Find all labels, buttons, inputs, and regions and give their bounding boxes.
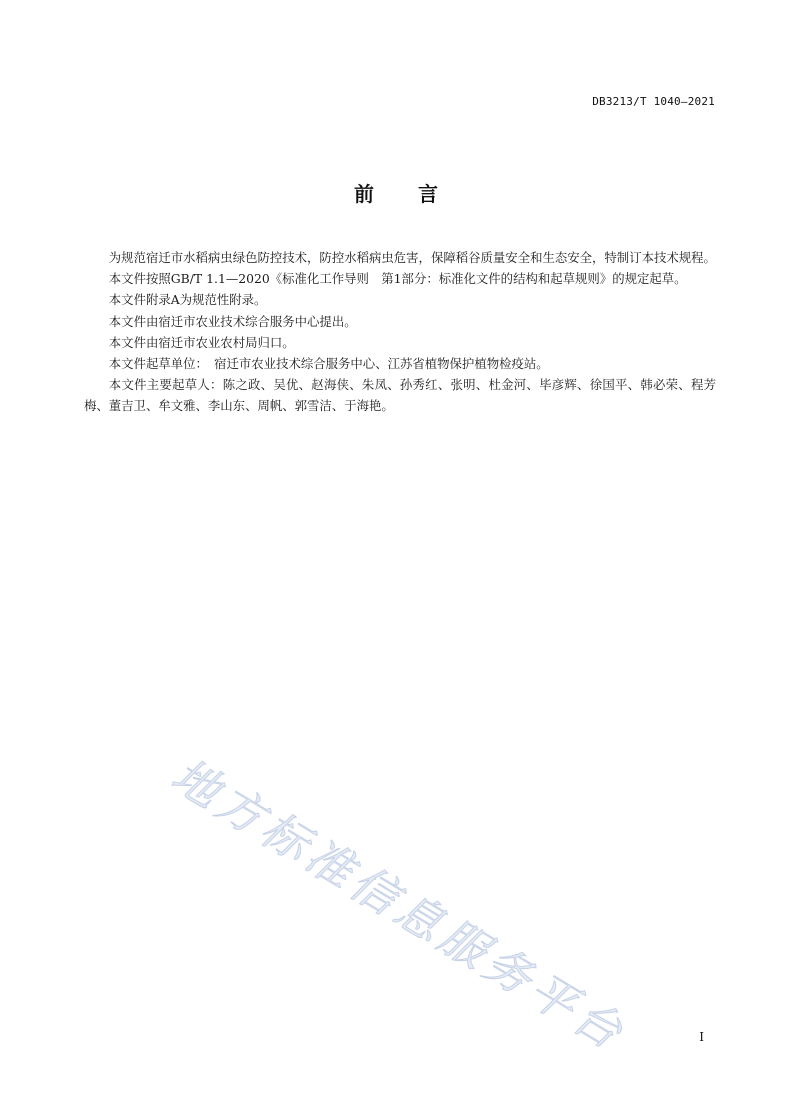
page-number: I — [699, 1030, 704, 1044]
document-code: DB3213/T 1040—2021 — [592, 95, 715, 108]
paragraph-administrator: 本文件由宿迁市农业农村局归口。 — [108, 334, 295, 350]
watermark: 地方标准信息服务平台 — [162, 747, 637, 1062]
paragraph-purpose: 为规范宿迁市水稻病虫绿色防控技术，防控水稻病虫危害，保障稻谷质量安全和生态安全，特制订本技术规程。 — [108, 250, 716, 265]
foreword-body — [84, 247, 716, 417]
page-title — [0, 178, 792, 207]
paragraph-drafters: 本文件主要起草人：陈之政、吴优、赵海侠、朱凤、孙秀红、张明、杜金河、毕彦辉、徐国平、韩必荣、程芳梅、董吉卫、牟文雅、李山东、周帆、郭雪洁、于海艳。 — [84, 377, 716, 414]
paragraph-drafting-units: 本文件起草单位： 宿迁市农业技术综合服务中心、江苏省植物保护植物检疫站。 — [108, 356, 549, 372]
paragraph-appendix: 本文件附录A为规范性附录。 — [108, 292, 267, 308]
paragraph-proposer: 本文件由宿迁市农业技术综合服务中心提出。 — [108, 313, 357, 329]
title-char-1: 前 — [354, 182, 374, 206]
paragraph-drafting-standard: 本文件按照GB/T 1.1—2020《标准化工作导则 第1部分：标准化文件的结构和起草规则》的规定起草。 — [108, 271, 687, 287]
title-char-2: 言 — [418, 182, 438, 206]
